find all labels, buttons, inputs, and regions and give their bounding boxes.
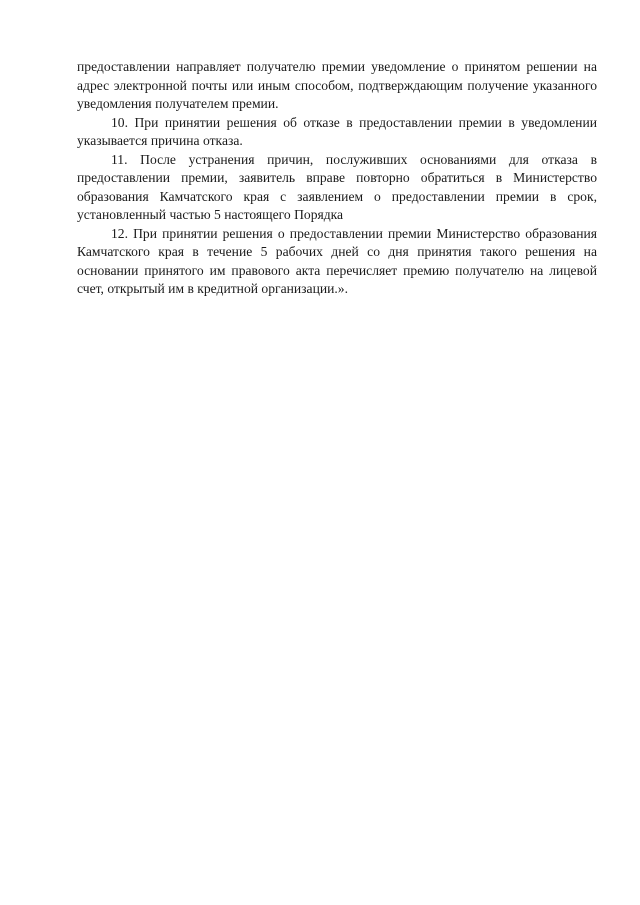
document-page	[77, 58, 597, 299]
paragraph-continuation: предоставлении направляет получателю премии уведомление о принятом решении на адрес электронной почты или иным способом, подтверждающим получение указанного уведомления получателем премии.	[77, 59, 597, 111]
paragraph-11: 11. После устранения причин, послуживших основаниями для отказа в предоставлении премии, заявитель вправе повторно обратиться в Министерство образования Камчатского края с заявлением о предоставлении премии в срок, установленный частью 5 настоящего Порядка	[77, 151, 597, 222]
paragraph-12: 12. При принятии решения о предоставлении премии Министерство образования Камчатского края в течение 5 рабочих дней со дня принятия такого решения на основании принятого им правового акта перечисляет премию получателю на лицевой счет, открытый им в кредитной организации.».	[77, 225, 597, 296]
paragraph-10: 10. При принятии решения об отказе в предоставлении премии в уведомлении указывается причина отказа.	[77, 114, 597, 148]
